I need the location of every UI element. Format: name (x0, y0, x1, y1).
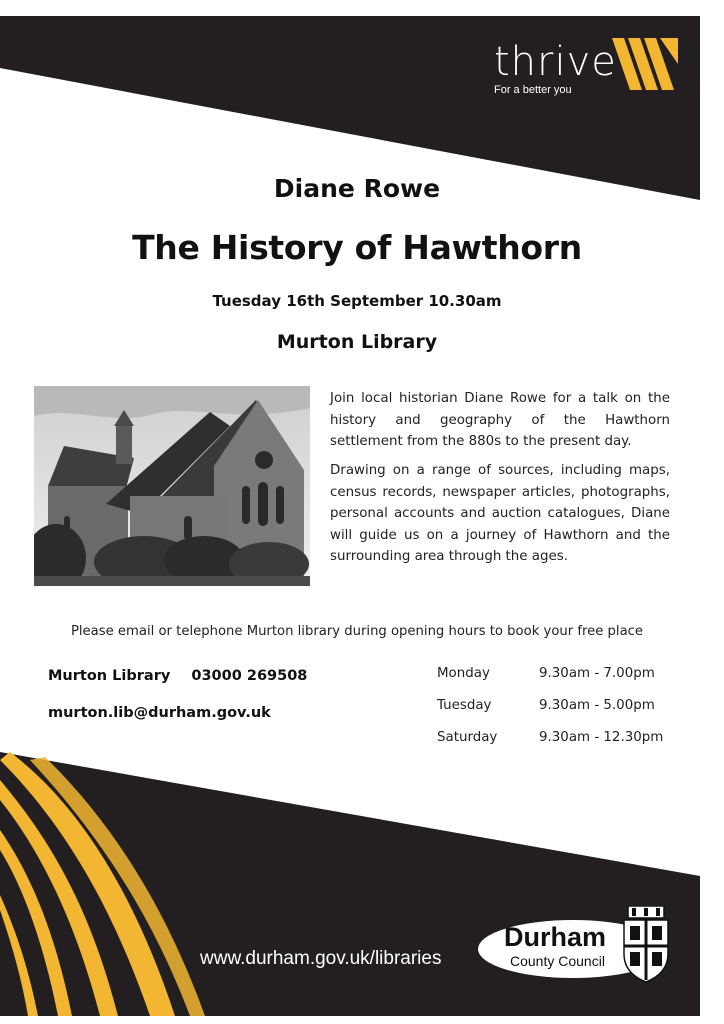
event-title: The History of Hawthorn (132, 228, 582, 267)
phone-number[interactable]: 03000 269508 (191, 668, 308, 684)
hours-time: 9.30am - 12.30pm (539, 730, 664, 745)
speaker-name: Diane Rowe (273, 174, 441, 203)
event-venue: Murton Library (276, 331, 438, 353)
durham-crest-icon (618, 906, 674, 984)
thrive-wordmark: thrive (494, 39, 617, 85)
church-photo (34, 386, 310, 586)
library-name: Murton Library (48, 668, 171, 684)
hours-time: 9.30am - 7.00pm (539, 666, 655, 681)
thrive-chevron-mark-icon (610, 34, 682, 98)
thrive-tagline: For a better you (494, 84, 572, 96)
description-paragraph-2: Drawing on a range of sources, including maps, census records, newspaper articles, photographs, personal accounts and auction catalogues, Diane will guide us on a journey of Hawthorn and the surrounding area through the ages. (330, 463, 670, 564)
event-date: Tuesday 16th September 10.30am (212, 292, 502, 310)
council-name: Durham (504, 922, 607, 952)
durham-county-council-logo (478, 906, 678, 986)
contact-email[interactable]: murton.lib@durham.gov.uk (48, 705, 271, 721)
description-paragraph-1: Join local historian Diane Rowe for a talk on the history and geography of the Hawthorn settlement from the 880s to the present day. (330, 391, 670, 449)
hours-day: Tuesday (437, 698, 492, 713)
hours-day: Saturday (437, 730, 498, 745)
contact-phone-line (48, 668, 307, 684)
hours-time: 9.30am - 5.00pm (539, 698, 655, 713)
website-link[interactable]: www.durham.gov.uk/libraries (200, 948, 442, 969)
council-subtitle: County Council (510, 953, 605, 969)
thrive-logo (494, 39, 617, 96)
hours-day: Monday (437, 666, 490, 681)
booking-notice: Please email or telephone Murton library during opening hours to book your free place (70, 624, 644, 639)
